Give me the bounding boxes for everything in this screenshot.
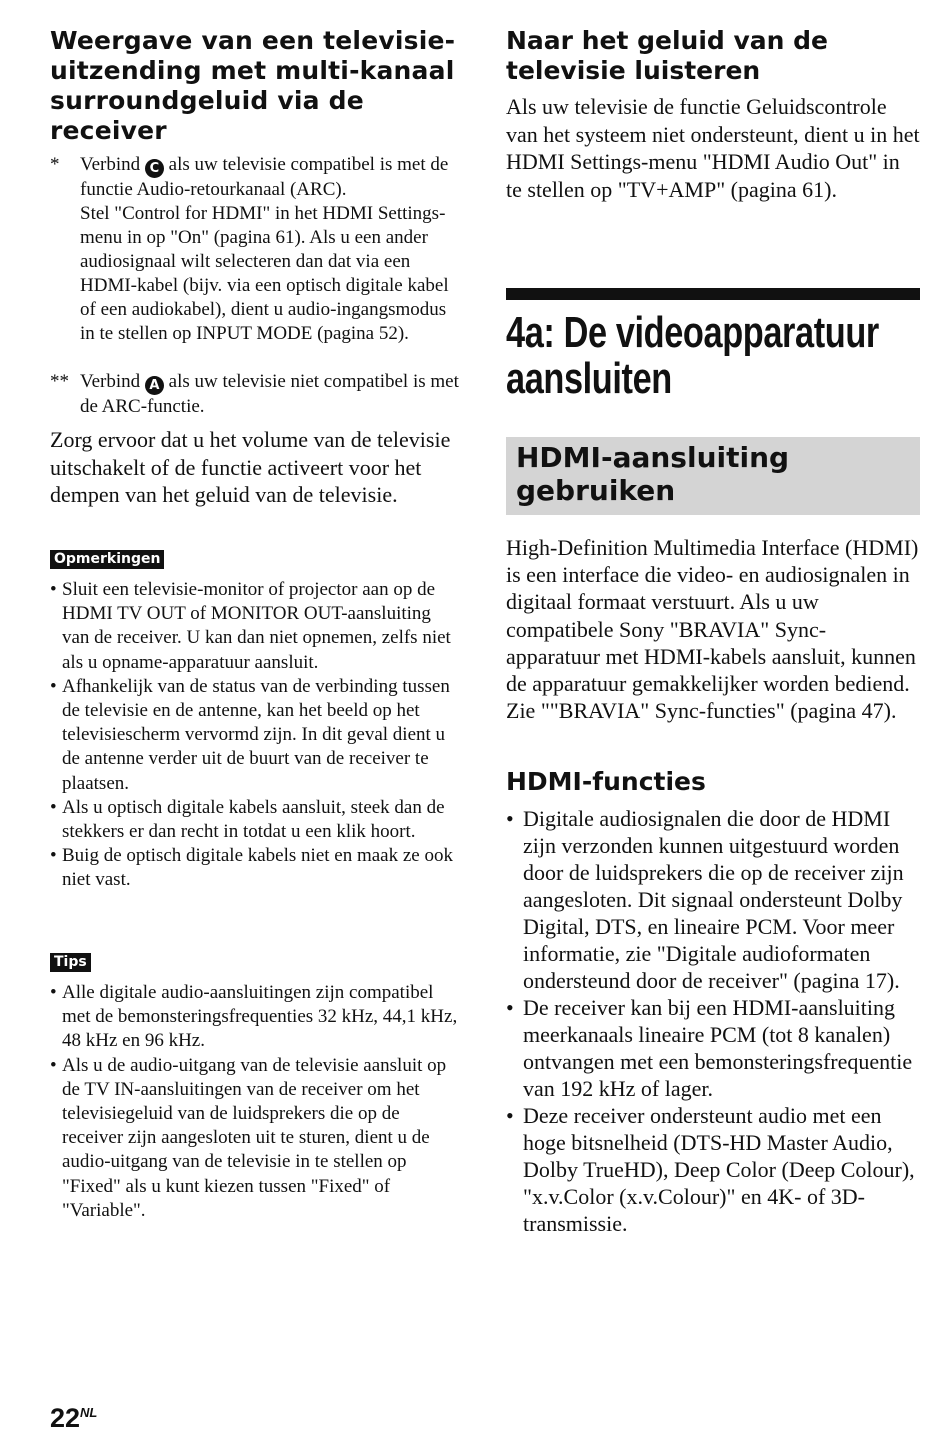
list-item: • Alle digitale audio-aansluitingen zijn compatibel met de bemonsteringsfrequenties 32 kHz, 44,1 kHz, 48 kHz en 96 kHz. xyxy=(50,982,458,1052)
volume-paragraph: Zorg ervoor dat u het volume van de televisie uitschakelt of de functie activeert voor het dempen van het geluid van de televisie. xyxy=(50,427,451,507)
list-item: • Buig de optisch digitale kabels niet en maak ze ook niet vast. xyxy=(50,845,453,891)
footnote-marker: * xyxy=(50,154,60,175)
bullet: • xyxy=(50,579,57,600)
hdmi-intro-paragraph: High-Definition Multimedia Interface (HDMI) is een interface die video- en audiosignalen in digitaal formaat verstuurt. Als u uw compatibele Sony "BRAVIA" Sync-apparatuur met HDMI-kabels aansluit, kunnen de apparatuur gemakkelijker worden bediend. Zie ""BRAVIA" Sync-functies" (pagina 47). xyxy=(506,535,919,724)
footnote-arc-not-compatible xyxy=(50,370,462,419)
bullet: • xyxy=(50,675,57,697)
tips-list xyxy=(50,981,462,1223)
bullet: • xyxy=(50,982,57,1003)
section-title-box xyxy=(506,437,920,515)
language-code: NL xyxy=(80,1405,98,1420)
section-title: HDMI-aansluiting gebruiken xyxy=(516,441,790,507)
list-item: • Sluit een televisie-monitor of projector aan op de HDMI TV OUT of MONITOR OUT-aansluiting van de receiver. U kan dan niet opnemen, zelfs niet als u opname-apparatuur aansluit. xyxy=(50,579,451,673)
chapter-rule xyxy=(506,288,920,300)
footnote-text: als uw televisie niet compatibel is met de ARC-functie. xyxy=(80,371,459,417)
list-item: • De receiver kan bij een HDMI-aansluiting meerkanaals lineaire PCM (tot 8 kanalen) ontvangen met een bemonsteringsfrequentie van 192 kHz of lager. xyxy=(506,995,913,1101)
page-number-value: 22 xyxy=(50,1403,81,1433)
list-item: • Als u de audio-uitgang van de televisie aansluit op de TV IN-aansluitingen van de receiver om het televisiegeluid van de luidsprekers die op de receiver zijn aangesloten uit te sturen, dient u de audio-uitgang van de televisie in te stellen op "Fixed" als u kunt kiezen tussen "Fixed" of "Variable". xyxy=(50,1054,447,1221)
hdmi-functions-heading: HDMI-functies xyxy=(506,767,706,796)
tv-sound-paragraph: Als uw televisie de functie Geluidscontrole van het systeem niet ondersteunt, dient u in het HDMI Settings-menu "HDMI Audio Out" in te stellen op "TV+AMP" (pagina 61). xyxy=(506,94,920,202)
circle-a-icon: A xyxy=(145,376,164,395)
list-item: • Digitale audiosignalen die door de HDMI zijn verzonden kunnen uitgestuurd worden door de luidsprekers die op de receiver zijn aangesloten. Dit signaal ondersteunt Dolby Digital, DTS, en lineaire PCM. Voor meer informatie, zie "Digitale audioformaten ondersteund door de receiver" (pagina 17). xyxy=(506,806,904,993)
bullet: • xyxy=(506,806,514,831)
notes-label: Opmerkingen xyxy=(50,550,164,569)
footnote-text: als uw televisie compatibel is met de functie Audio-retourkanaal (ARC). xyxy=(80,154,449,200)
page-number xyxy=(50,1403,97,1433)
list-item: • Als u optisch digitale kabels aansluit, steek dan de stekkers er dan recht in totdat u een klik hoort. xyxy=(50,796,445,843)
footnote-verb: Verbind xyxy=(80,154,141,175)
footnote-text-rest: Stel "Control for HDMI" in het HDMI Settings-menu in op "On" (pagina 61). Als u een ander audiosignaal wilt selecteren dan dat via een HDMI-kabel (bijv. via een optisch digitale kabel of een audiokabel), dient u audio-ingangsmodus in te stellen op INPUT MODE (pagina 52). xyxy=(80,203,449,344)
bullet: • xyxy=(506,995,514,1020)
chapter-title: 4a: De videoapparatuur aansluiten xyxy=(506,308,879,403)
footnote-verb: Verbind xyxy=(80,371,141,392)
bullet: • xyxy=(50,1054,57,1076)
notes-list xyxy=(50,578,462,893)
section-heading-tv-sound: Naar het geluid van de televisie luisteren xyxy=(506,26,829,85)
bullet: • xyxy=(50,796,57,818)
circle-c-icon: C xyxy=(145,159,164,178)
footnote-marker: ** xyxy=(50,371,69,392)
bullet: • xyxy=(50,845,57,867)
footnote-arc-compatible xyxy=(50,153,462,346)
hdmi-functions-list xyxy=(506,805,920,1237)
tips-label: Tips xyxy=(50,953,91,972)
list-item: • Afhankelijk van de status van de verbinding tussen de televisie en de antenne, kan het beeld op het televisiescherm vervormd zijn. In dit geval dient u de antenne verder uit de buurt van de receiver te plaatsen. xyxy=(50,675,450,794)
bullet: • xyxy=(506,1103,514,1128)
section-heading-multichannel: Weergave van een televisie-uitzending met multi-kanaal surroundgeluid via de receiver xyxy=(50,26,456,145)
list-item: • Deze receiver ondersteunt audio met een hoge bitsnelheid (DTS-HD Master Audio, Dolby TrueHD), Deep Color (Deep Colour), "x.v.Color (x.v.Colour)" en 4K- of 3D-transmissie. xyxy=(506,1103,915,1236)
